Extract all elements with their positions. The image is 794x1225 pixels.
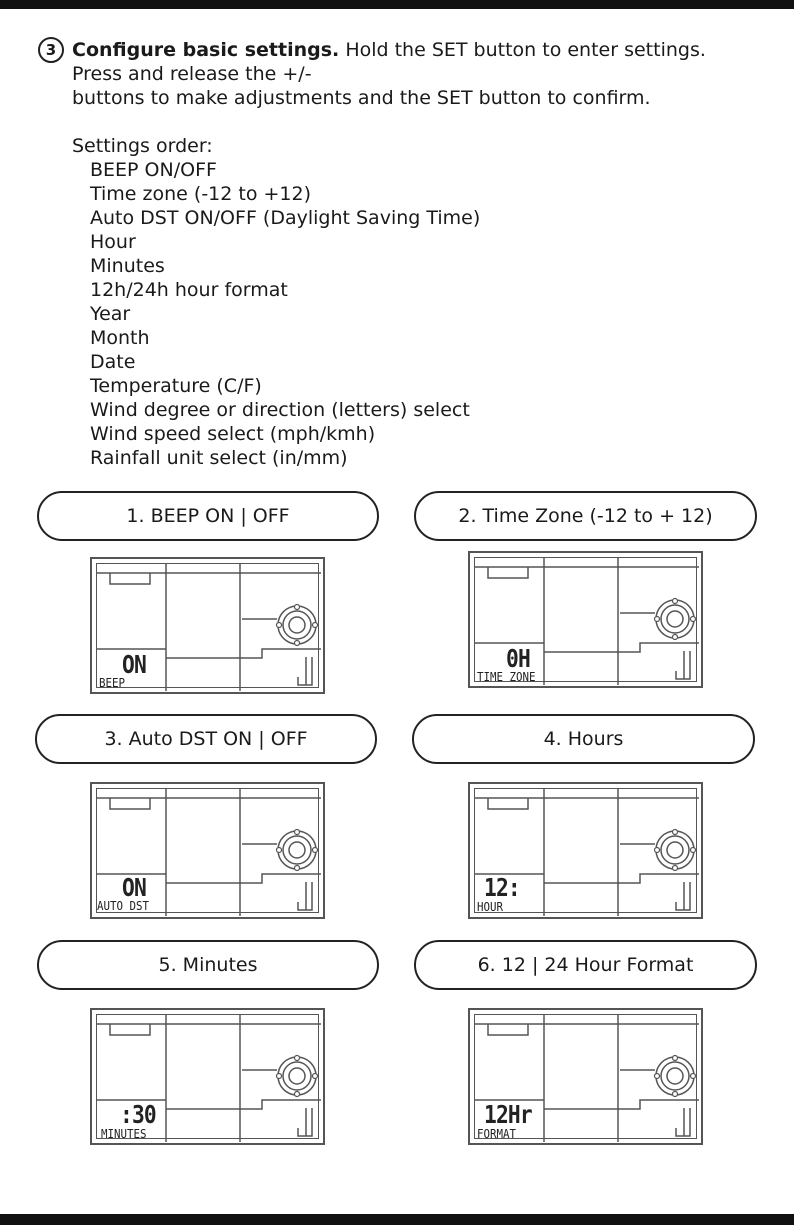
lcd-rain-gauge-outline — [676, 1108, 690, 1136]
step-intro-line-2: Press and release the +/- — [72, 63, 312, 85]
lcd-bracket-line — [544, 1100, 699, 1109]
lcd-compass-marker — [691, 1074, 696, 1079]
lcd-caption: HOUR — [477, 900, 504, 914]
lcd-compass-marker — [295, 1056, 300, 1061]
lcd-compass-middle-ring — [283, 611, 311, 639]
settings-item: Month — [90, 327, 150, 349]
lcd-compass-marker — [673, 1092, 678, 1097]
lcd-bracket-line — [166, 649, 321, 658]
step-6-label: 6. 12 | 24 Hour Format — [414, 940, 757, 990]
lcd-bracket-line — [544, 643, 699, 652]
settings-item: Year — [90, 303, 131, 325]
lcd-compass-marker — [295, 1092, 300, 1097]
lcd-compass-center — [289, 842, 305, 858]
step-3-label: 3. Auto DST ON | OFF — [35, 714, 377, 764]
lcd-display-auto-dst — [90, 782, 325, 919]
lcd-compass-marker — [655, 848, 660, 853]
lcd-value: 0H — [506, 644, 530, 673]
lcd-rain-gauge-outline — [298, 657, 312, 685]
settings-item: BEEP ON/OFF — [90, 159, 217, 181]
lcd-compass-marker — [295, 641, 300, 646]
settings-item: Wind degree or direction (letters) select — [90, 399, 470, 421]
lcd-compass-marker — [313, 1074, 318, 1079]
settings-item: Minutes — [90, 255, 165, 277]
lcd-bracket-line — [544, 874, 699, 883]
lcd-compass-marker — [313, 623, 318, 628]
lcd-value: ON — [122, 873, 146, 902]
step-instruction: Hold the SET button to enter settings. — [345, 39, 706, 61]
lcd-display-minutes — [90, 1008, 325, 1145]
lcd-compass-center — [667, 611, 683, 627]
settings-heading: Settings order: — [72, 135, 213, 157]
lcd-compass-middle-ring — [661, 605, 689, 633]
lcd-tab-outline — [110, 573, 150, 584]
settings-item: Date — [90, 351, 136, 373]
lcd-caption: MINUTES — [101, 1127, 147, 1141]
lcd-tab-outline — [488, 798, 528, 809]
lcd-compass-center — [289, 1068, 305, 1084]
settings-item: Auto DST ON/OFF (Daylight Saving Time) — [90, 207, 481, 229]
lcd-compass-marker — [673, 866, 678, 871]
lcd-caption: BEEP — [99, 676, 126, 690]
step-number-badge: 3 — [38, 37, 64, 63]
lcd-tab-outline — [488, 1024, 528, 1035]
lcd-compass-middle-ring — [283, 836, 311, 864]
lcd-compass-marker — [277, 848, 282, 853]
lcd-bracket-line — [166, 1100, 321, 1109]
top-border — [0, 0, 794, 9]
lcd-compass-center — [667, 842, 683, 858]
lcd-compass-marker — [295, 830, 300, 835]
lcd-rain-gauge-outline — [298, 882, 312, 910]
lcd-compass-middle-ring — [661, 1062, 689, 1090]
lcd-compass-marker — [691, 848, 696, 853]
step-intro-line-3: buttons to make adjustments and the SET button to confirm. — [72, 87, 651, 109]
lcd-compass-marker — [691, 617, 696, 622]
step-2-label: 2. Time Zone (-12 to + 12) — [414, 491, 757, 541]
settings-item: Rainfall unit select (in/mm) — [90, 447, 348, 469]
lcd-compass-center — [289, 617, 305, 633]
lcd-display-hours — [468, 782, 703, 919]
lcd-display-time-zone — [468, 551, 703, 688]
lcd-compass-center — [667, 1068, 683, 1084]
lcd-value: ON — [122, 650, 146, 679]
lcd-tab-outline — [488, 567, 528, 578]
bottom-border — [0, 1214, 794, 1225]
lcd-value: 12Hr — [484, 1100, 532, 1129]
step-title: Configure basic settings. — [72, 39, 340, 61]
lcd-value: 12: — [484, 873, 520, 902]
lcd-compass-marker — [295, 605, 300, 610]
settings-item: Wind speed select (mph/kmh) — [90, 423, 376, 445]
step-1-label: 1. BEEP ON | OFF — [37, 491, 379, 541]
lcd-compass-marker — [295, 866, 300, 871]
lcd-display-hour-format — [468, 1008, 703, 1145]
lcd-compass-marker — [673, 1056, 678, 1061]
lcd-value: :30 — [120, 1100, 156, 1129]
lcd-compass-marker — [673, 635, 678, 640]
lcd-caption: TIME ZONE — [477, 670, 536, 684]
lcd-bracket-line — [166, 874, 321, 883]
lcd-rain-gauge-outline — [298, 1108, 312, 1136]
lcd-compass-marker — [277, 1074, 282, 1079]
lcd-compass-marker — [655, 1074, 660, 1079]
lcd-caption: AUTO DST — [97, 899, 150, 913]
lcd-caption: FORMAT — [477, 1127, 517, 1141]
step-5-label: 5. Minutes — [37, 940, 379, 990]
lcd-compass-marker — [313, 848, 318, 853]
lcd-rain-gauge-outline — [676, 882, 690, 910]
lcd-compass-marker — [673, 830, 678, 835]
settings-item: Temperature (C/F) — [90, 375, 262, 397]
lcd-compass-marker — [655, 617, 660, 622]
lcd-tab-outline — [110, 798, 150, 809]
settings-item: Time zone (-12 to +12) — [90, 183, 312, 205]
lcd-compass-marker — [673, 599, 678, 604]
lcd-compass-marker — [277, 623, 282, 628]
step-intro-line-1 — [72, 38, 706, 62]
lcd-display-beep — [90, 557, 325, 694]
settings-item: Hour — [90, 231, 136, 253]
lcd-rain-gauge-outline — [676, 651, 690, 679]
step-4-label: 4. Hours — [412, 714, 755, 764]
lcd-compass-middle-ring — [661, 836, 689, 864]
settings-item: 12h/24h hour format — [90, 279, 288, 301]
lcd-tab-outline — [110, 1024, 150, 1035]
lcd-compass-middle-ring — [283, 1062, 311, 1090]
